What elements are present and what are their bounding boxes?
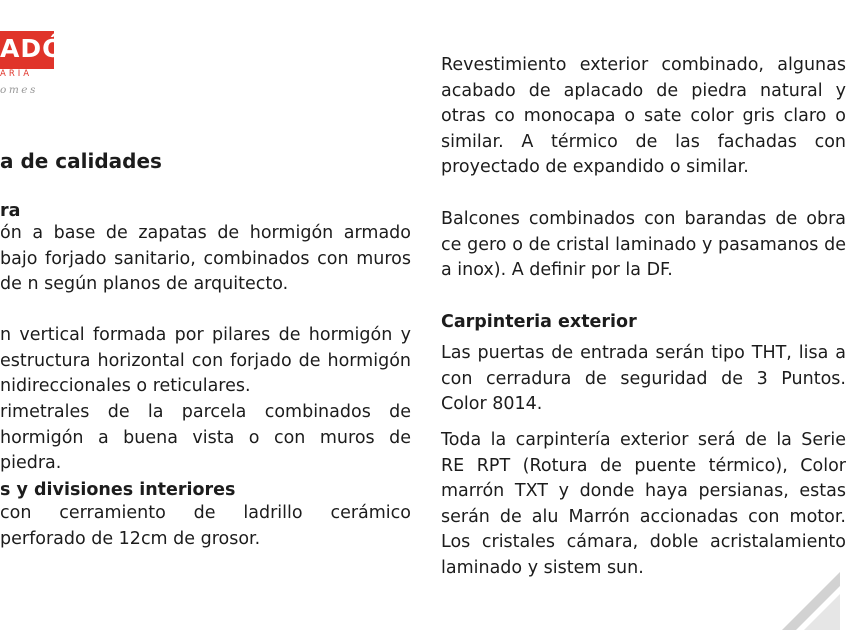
paragraph-estructura: n vertical formada por pilares de hormigón y estructura horizontal con forjado de hormigón nidireccionales o reticulares. [0,325,411,396]
paragraph-puertas: Las puertas de entrada serán tipo THT, lisa a con cerradura de seguridad de 3 Puntos. Color 8014. [441,343,846,414]
corner-decoration [770,560,840,630]
paragraph-cimentacion: ón a base de zapatas de hormigón armado bajo forjado sanitario, combinados con muros de n según planos de arquitecto. [0,223,411,294]
logo-subline: ARIA [0,69,33,79]
paragraph-carpinteria: Toda la carpintería exterior será de la Serie RE RPT (Rotura de puente térmico), Color marrón TXT y donde haya persianas, estas serán de alu Marrón accionadas con motor. Los cristales cámara, doble acristalamiento laminado y sistem sun. [441,430,846,578]
section-heading-carpinteria: Carpinteria exterior [441,312,637,332]
paragraph-revestimiento: Revestimiento exterior combinado, algunas acabado de aplacado de piedra natural y otras co monocapa o sate color gris claro o similar. A térmico de las fachadas con proyectado de expandido o similar. [441,55,846,177]
section-heading-divisiones: s y divisiones interiores [0,480,236,500]
paragraph-muros: rimetrales de la parcela combinados de hormigón a buena vista o con muros de piedra. [0,402,411,473]
logo-wordmark: ADÓ [0,34,65,63]
section-heading-estructura: ra [0,201,21,221]
logo-tagline: omes [0,84,38,96]
paragraph-balcones: Balcones combinados con barandas de obra ce gero o de cristal laminado y pasamanos de a inox). A definir por la DF. [441,209,846,280]
page-title: a de calidades [0,149,162,173]
paragraph-cerramiento: con cerramiento de ladrillo cerámico perforado de 12cm de grosor. [0,503,411,549]
